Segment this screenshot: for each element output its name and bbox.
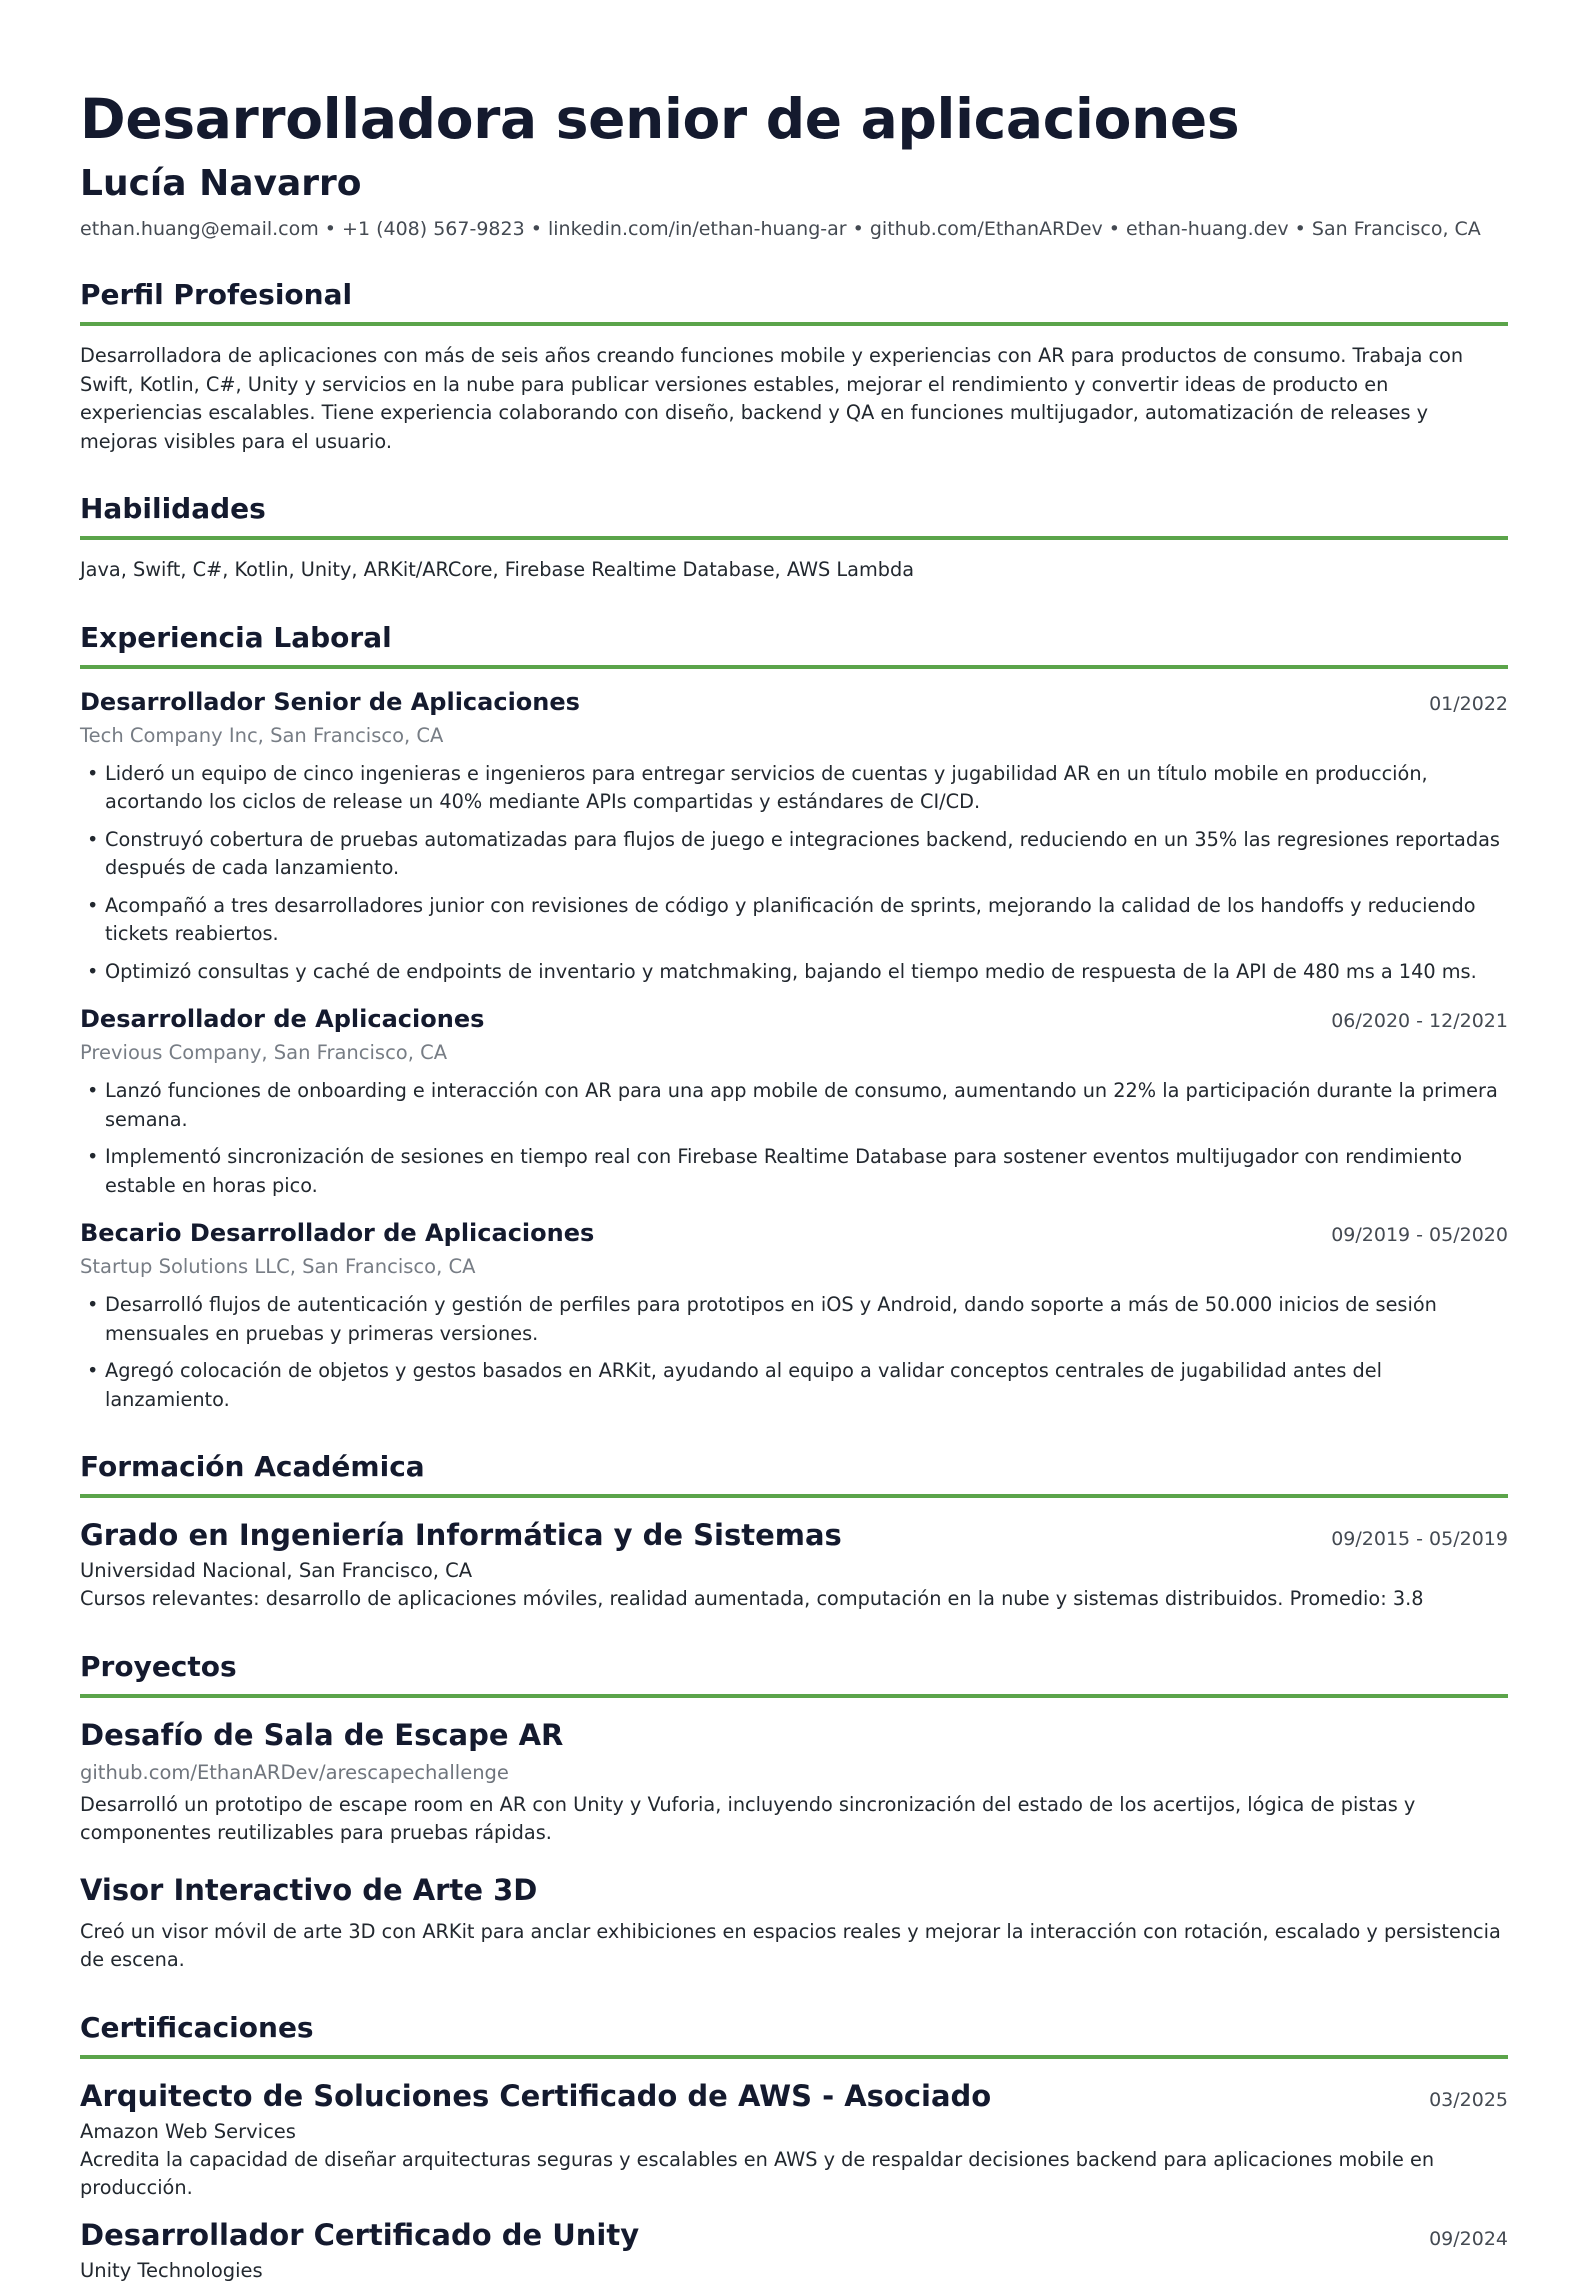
skills-section	[80, 490, 1508, 585]
education-section	[80, 1448, 1508, 1614]
resume-title: Desarrolladora senior de aplicaciones	[80, 87, 1240, 151]
job-company: Startup Solutions LLC, San Francisco, CA	[80, 1255, 476, 1278]
section-title-certifications: Certificaciones	[80, 2010, 314, 2044]
school-name: Universidad Nacional, San Francisco, CA	[80, 1559, 473, 1582]
job-bullets	[80, 760, 1508, 987]
job-bullet: • Agregó colocación de objetos y gestos basados en ARKit, ayudando al equipo a validar conceptos centrales de jugabilidad antes del lanzamiento.	[80, 1357, 1508, 1414]
job-date: 06/2020 - 12/2021	[1331, 1010, 1508, 1032]
certification-issuer: Unity Technologies	[80, 2258, 263, 2282]
job-bullet: • Construyó cobertura de pruebas automatizadas para flujos de juego e integraciones backend, reduciendo en un 35% las regresiones reportadas después de cada lanzamiento.	[80, 826, 1508, 883]
job-bullet: • Implementó sincronización de sesiones en tiempo real con Firebase Realtime Database para sostener eventos multijugador con rendimiento estable en horas pico.	[80, 1143, 1508, 1200]
project-description: Desarrolló un prototipo de escape room en AR con Unity y Vuforia, incluyendo sincronización del estado de los acertijos, lógica de pistas y componentes reutilizables para pruebas rápidas.	[80, 1792, 1416, 1844]
certification-description: Acredita la capacidad de diseñar arquitecturas seguras y escalables en AWS y de respaldar decisiones backend para aplicaciones mobile en producción.	[80, 2147, 1435, 2199]
section-divider	[80, 665, 1508, 669]
certification-date: 03/2025	[1429, 2088, 1508, 2111]
project-link[interactable]: github.com/EthanARDev/arescapechallenge	[80, 1760, 509, 1784]
job-entry	[80, 1003, 1508, 1200]
section-title-profile: Perfil Profesional	[80, 278, 353, 311]
experience-section	[80, 619, 1508, 1415]
project-entry	[80, 1715, 1508, 1848]
section-title-skills: Habilidades	[80, 492, 266, 525]
job-title: Desarrollador Senior de Aplicaciones	[80, 687, 580, 716]
certification-entry	[80, 2076, 1508, 2203]
job-date: 01/2022	[1429, 692, 1508, 715]
certification-title: Arquitecto de Soluciones Certificado de AWS - Asociado	[80, 2078, 992, 2113]
project-title: Desafío de Sala de Escape AR	[80, 1717, 564, 1752]
certification-entry	[80, 2215, 1508, 2285]
job-bullet: • Optimizó consultas y caché de endpoints de inventario y matchmaking, bajando el tiempo medio de respuesta de la API de 480 ms a 140 ms.	[80, 958, 1508, 987]
projects-section	[80, 1648, 1508, 1975]
section-divider	[80, 322, 1508, 326]
certification-title: Desarrollador Certificado de Unity	[80, 2217, 640, 2252]
certification-issuer: Amazon Web Services	[80, 2119, 296, 2143]
education-details: Cursos relevantes: desarrollo de aplicaciones móviles, realidad aumentada, computación en la nube y sistemas distribuidos. Promedio: 3.8	[80, 1587, 1424, 1610]
candidate-name: Lucía Navarro	[80, 163, 362, 204]
section-divider	[80, 2055, 1508, 2059]
job-bullets	[80, 1077, 1508, 1200]
section-divider	[80, 1494, 1508, 1498]
job-entry	[80, 686, 1508, 987]
job-bullet: • Lanzó funciones de onboarding e interacción con AR para una app mobile de consumo, aumentando un 22% la participación durante la primera semana.	[80, 1077, 1508, 1134]
job-company: Previous Company, San Francisco, CA	[80, 1041, 448, 1064]
section-title-projects: Proyectos	[80, 1649, 237, 1683]
degree-title: Grado en Ingeniería Informática y de Sistemas	[80, 1518, 842, 1552]
section-divider	[80, 1694, 1508, 1698]
section-title-experience: Experiencia Laboral	[80, 620, 392, 654]
job-bullet: • Acompañó a tres desarrolladores junior con revisiones de código y planificación de sprints, mejorando la calidad de los handoffs y reduciendo tickets reabiertos.	[80, 892, 1508, 949]
project-entry	[80, 1870, 1508, 1975]
skills-text: Java, Swift, C#, Kotlin, Unity, ARKit/ARCore, Firebase Realtime Database, AWS Lambda	[80, 558, 915, 581]
job-bullets	[80, 1291, 1508, 1414]
education-date: 09/2015 - 05/2019	[1331, 1528, 1508, 1550]
job-date: 09/2019 - 05/2020	[1331, 1224, 1508, 1246]
profile-section	[80, 276, 1508, 456]
section-title-education: Formación Académica	[80, 1450, 425, 1483]
job-bullet: • Desarrolló flujos de autenticación y gestión de perfiles para prototipos en iOS y Android, dando soporte a más de 50.000 inicios de sesión mensuales en pruebas y primeras versiones.	[80, 1291, 1508, 1348]
job-title: Becario Desarrollador de Aplicaciones	[80, 1219, 595, 1247]
section-divider	[80, 536, 1508, 540]
certifications-section	[80, 2009, 1508, 2285]
contact-line: ethan.huang@email.com • +1 (408) 567-9823 • linkedin.com/in/ethan-huang-ar • github.com/EthanARDev • ethan-huang.dev • San Francisco, CA	[80, 218, 1481, 240]
project-description: Creó un visor móvil de arte 3D con ARKit para anclar exhibiciones en espacios reales y mejorar la interacción con rotación, escalado y persistencia de escena.	[80, 1919, 1501, 1971]
job-title: Desarrollador de Aplicaciones	[80, 1005, 485, 1033]
project-title: Visor Interactivo de Arte 3D	[80, 1872, 538, 1907]
education-entry	[80, 1515, 1508, 1614]
job-company: Tech Company Inc, San Francisco, CA	[80, 723, 444, 747]
certification-date: 09/2024	[1429, 2227, 1508, 2250]
profile-text: Desarrolladora de aplicaciones con más de seis años creando funciones mobile y experiencias con AR para productos de consumo. Trabaja con Swift, Kotlin, C#, Unity y servicios en la nube para publicar versiones estables, mejorar el rendimiento y convertir ideas de producto en experiencias escalables. Tiene experiencia colaborando con diseño, backend y QA en funciones multijugador, automatización de releases y mejoras visibles para el usuario.	[80, 344, 1464, 453]
job-bullet: • Lideró un equipo de cinco ingenieras e ingenieros para entregar servicios de cuentas y jugabilidad AR en un título mobile en producción, acortando los ciclos de release un 40% mediante APIs compartidas y estándares de CI/CD.	[80, 760, 1508, 817]
job-entry	[80, 1217, 1508, 1414]
